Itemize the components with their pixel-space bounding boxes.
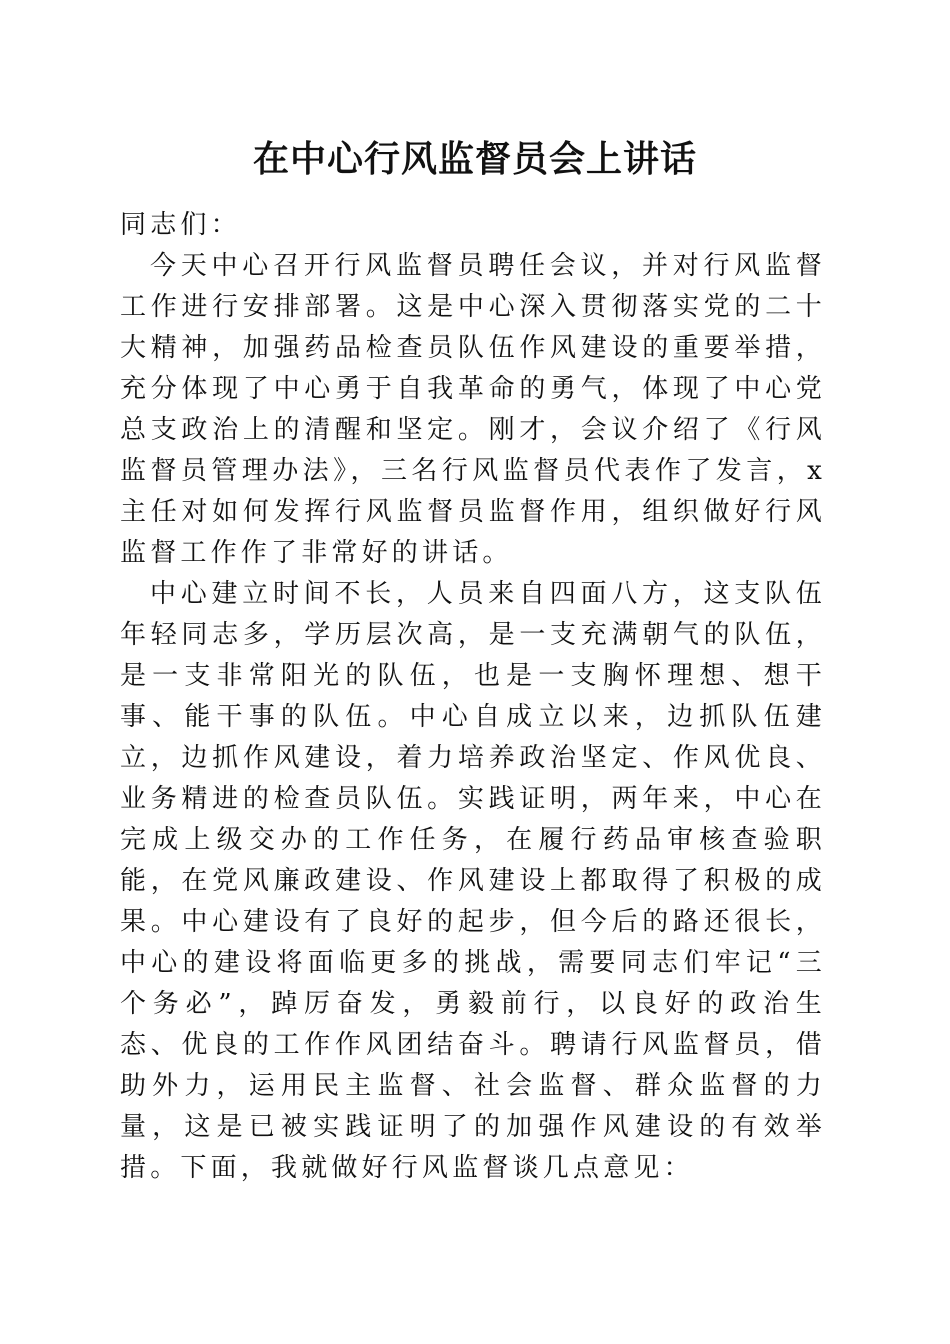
document-title: 在中心行风监督员会上讲话 bbox=[252, 138, 697, 180]
paragraph-2: 中心建立时间不长，人员来自四面八方，这支队伍年轻同志多，学历层次高，是一支充满朝气的队伍，是一支非常阳光的队伍，也是一支胸怀理想、想干事、能干事的队伍。中心自成立以来，边抓队伍建立，边抓作风建设，着力培养政治坚定、作风优良、业务精进的检查员队伍。实践证明，两年来，中心在完成上级交办的工作任务，在履行药品审核查验职能，在党风廉政建设、作风建设上都取得了积极的成果。中心建设有了良好的起步，但今后的路还很长，中心的建设将面临更多的挑战，需要同志们牢记“三个务必”，踔厉奋发，勇毅前行，以良好的政治生态、优良的工作作风团结奋斗。聘请行风监督员，借助外力，运用民主监督、社会监督、群众监督的力量，这是已被实践证明了的加强作风建设的有效举措。下面，我就做好行风监督谈几点意见： bbox=[120, 579, 826, 1183]
salutation: 同志们： bbox=[120, 210, 241, 240]
document-body bbox=[120, 205, 826, 1189]
paragraph-1: 今天中心召开行风监督员聘任会议，并对行风监督工作进行安排部署。这是中心深入贯彻落实党的二十大精神，加强药品检查员队伍作风建设的重要举措，充分体现了中心勇于自我革命的勇气，体现了中心党总支政治上的清醒和坚定。刚才，会议介绍了《行风监督员管理办法》，三名行风监督员代表作了发言，x主任对如何发挥行风监督员监督作用，组织做好行风监督工作作了非常好的讲话。 bbox=[120, 251, 826, 568]
